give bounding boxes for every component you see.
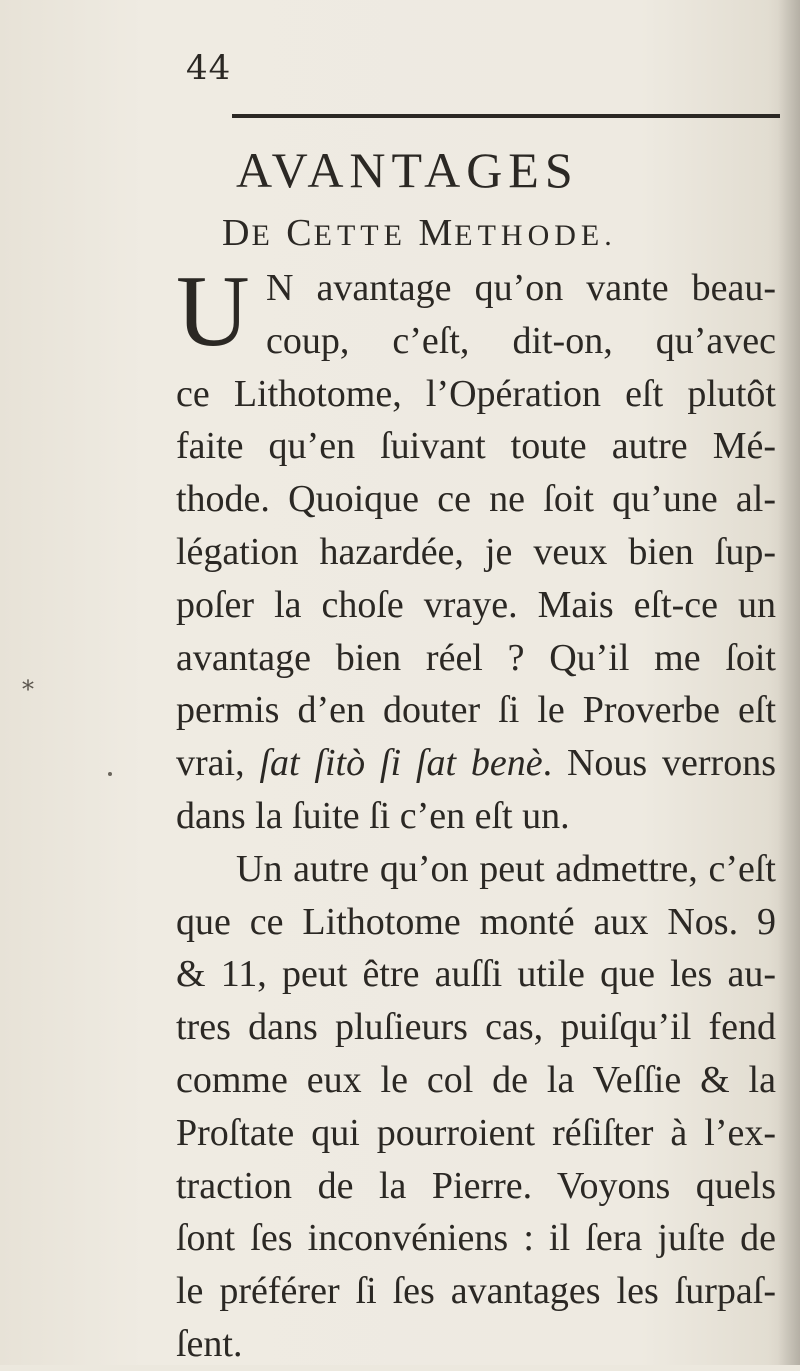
page-edge-shadow	[778, 0, 800, 1365]
paragraph-1-line-2: coup, c’eſt, dit-on, qu’avec	[266, 319, 776, 362]
paragraph-1-line-7: poſer la choſe vraye. Mais eſt-ce un	[176, 583, 776, 626]
subtitle-rest-2: ETTE	[313, 219, 407, 252]
paragraph-1-line-4: faite qu’en ſuivant toute autre Mé-	[176, 425, 776, 468]
latin-proverb: ſat ſitò ſi ſat benè	[259, 742, 543, 785]
paragraph-2-line-1: Un autre qu’on peut admettre, c’eſt	[236, 847, 776, 890]
margin-mark: ⁎	[22, 668, 34, 696]
paragraph-2-line-4: tres dans pluſieurs cas, puiſqu’il fend	[176, 1006, 776, 1049]
paragraph-1-line-9: permis d’en douter ſi le Proverbe eſt	[176, 689, 776, 732]
ink-speck	[108, 772, 112, 776]
drop-cap: U	[176, 255, 250, 368]
paragraph-1-line-1: U N avantage qu’on vante beau-	[176, 255, 776, 368]
chapter-subtitle	[222, 211, 617, 255]
chapter-title: AVANTAGES	[236, 142, 579, 198]
paragraph-1-line-8: avantage bien réel ? Qu’il me ſoit	[176, 636, 776, 679]
paragraph-1-line-6: légation hazardée, je veux bien ſup-	[176, 530, 776, 573]
paragraph-2-line-7: traction de la Pierre. Voyons quels	[176, 1164, 776, 1207]
paragraph-1-line-10: vrai, ſat ſitò ſi ſat benè. Nous verrons	[176, 742, 776, 785]
subtitle-rest-1: E	[251, 219, 275, 252]
subtitle-initial-1: D	[222, 212, 252, 254]
subtitle-rest-3: ETHODE.	[454, 219, 617, 252]
paragraph-1-line-3: ce Lithotome, l’Opération eſt plutôt	[176, 372, 776, 415]
paragraph-2-line-9: le préférer ſi ſes avantages les ſurpaſ-	[176, 1270, 776, 1313]
subtitle-initial-3: M	[418, 212, 455, 254]
page-number: 44	[186, 48, 232, 88]
paragraph-2-line-2: que ce Lithotome monté aux Nos. 9	[176, 900, 776, 943]
body-text	[176, 255, 776, 1371]
subtitle-initial-2: C	[286, 212, 314, 254]
paragraph-1-line-11: dans la ſuite ſi c’en eſt un.	[176, 794, 570, 837]
paragraph-1-line-5: thode. Quoique ce ne ſoit qu’une al-	[176, 478, 776, 521]
paragraph-2-line-5: comme eux le col de la Veſſie & la	[176, 1058, 776, 1101]
paragraph-2-line-3: & 11, peut être auſſi utile que les au-	[176, 953, 776, 996]
paragraph-2-line-6: Proſtate qui pourroient réſiſter à l’ex-	[176, 1111, 776, 1154]
paragraph-2-line-8: ſont ſes inconvéniens : il ſera juſte de	[176, 1217, 776, 1260]
header-rule	[232, 114, 780, 118]
paragraph-2-line-10: ſent.	[176, 1322, 243, 1365]
